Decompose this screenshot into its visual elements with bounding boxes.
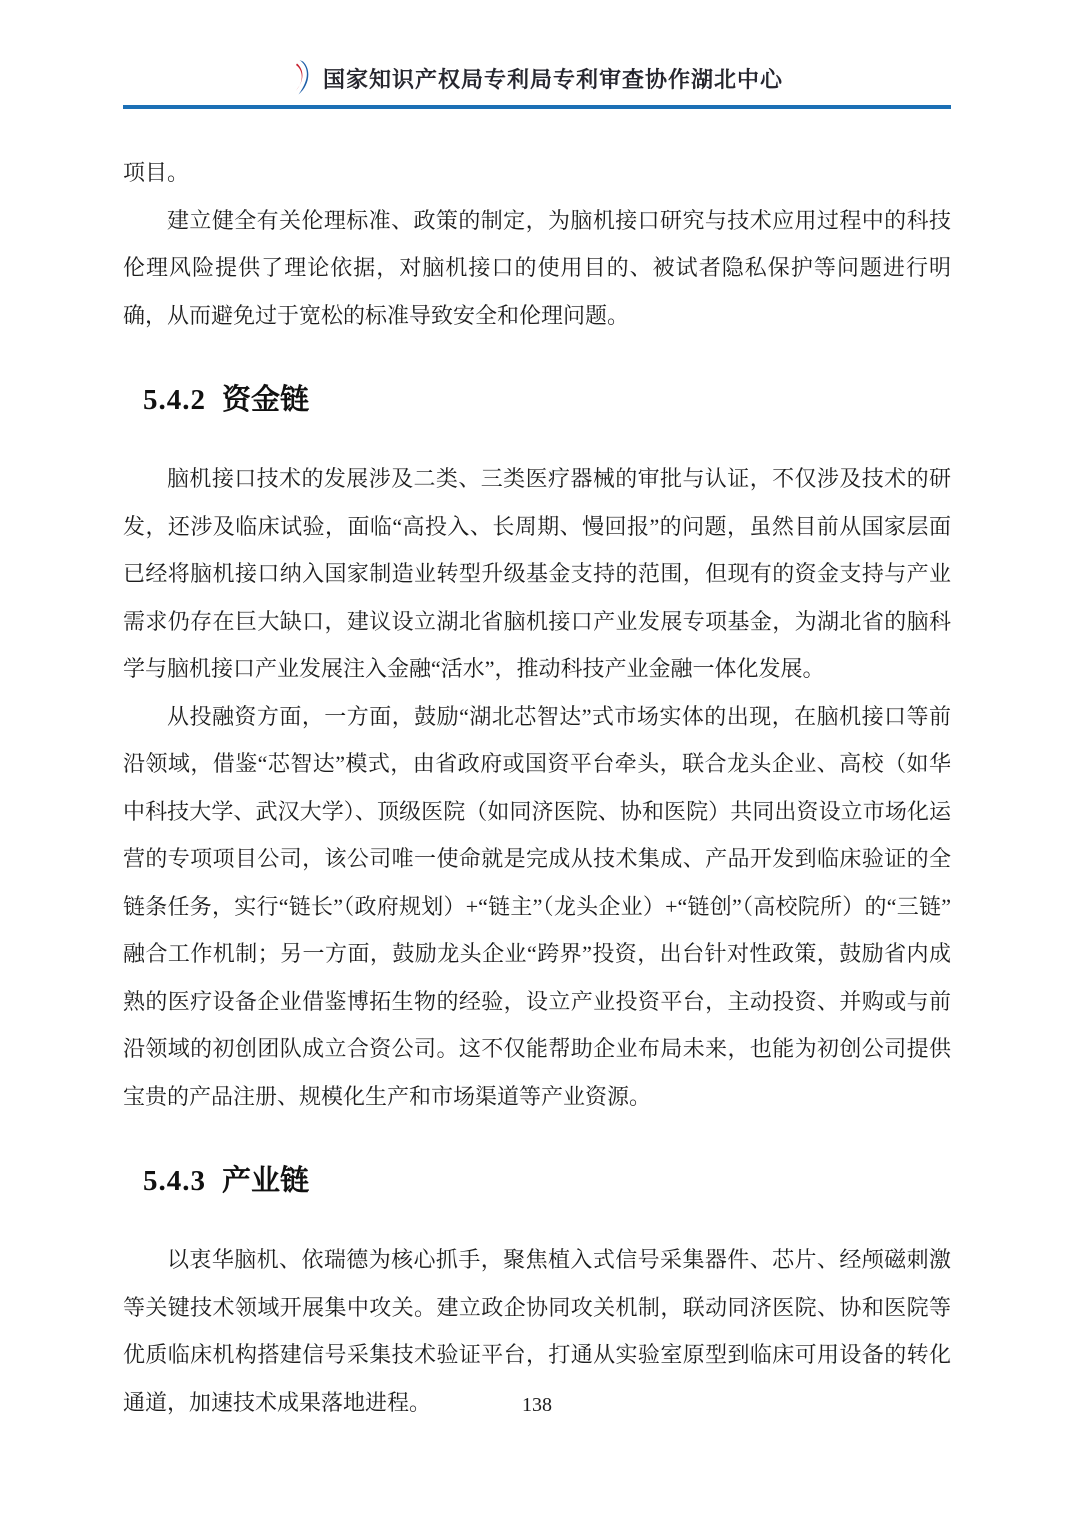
section-number: 5.4.2 xyxy=(143,384,206,416)
section-heading-5-4-3 xyxy=(143,1162,951,1200)
section-title: 产业链 xyxy=(222,1165,310,1197)
section-heading-5-4-2 xyxy=(143,381,951,419)
page-number: 138 xyxy=(522,1394,552,1416)
sipo-logo-icon xyxy=(291,60,311,96)
paragraph-intro: 建立健全有关伦理标准、政策的制定，为脑机接口研究与技术应用过程中的科技伦理风险提供了理论依据，对脑机接口的使用目的、被试者隐私保护等问题进行明确，从而避免过于宽松的标准导致安全和伦理问题。 xyxy=(123,207,951,328)
paragraph: 以衷华脑机、依瑞德为核心抓手，聚焦植入式信号采集器件、芯片、经颅磁刺激等关键技术领域开展集中攻关。建立政企协同攻关机制，联动同济医院、协和医院等优质临床机构搭建信号采集技术验证平台，打通从实验室原型到临床可用设备的转化通道，加速技术成果落地进程。 xyxy=(123,1247,951,1415)
carryover-line: 项目。 xyxy=(123,160,190,185)
header-row xyxy=(123,60,951,109)
section-number: 5.4.3 xyxy=(143,1165,206,1197)
page-header xyxy=(0,0,1074,109)
document-content xyxy=(0,109,1074,1426)
paragraph: 从投融资方面，一方面，鼓励“湖北芯智达”式市场实体的出现，在脑机接口等前沿领域，借鉴“芯智达”模式，由省政府或国资平台牵头，联合龙头企业、高校（如华中科技大学、武汉大学）、顶级医院（如同济医院、协和医院）共同出资设立市场化运营的专项项目公司，该公司唯一使命就是完成从技术集成、产品开发到临床验证的全链条任务，实行“链长”（政府规划）+“链主”（龙头企业）+“链创”（高校院所）的“三链”融合工作机制；另一方面，鼓励龙头企业“跨界”投资，出台针对性政策，鼓励省内成熟的医疗设备企业借鉴博拓生物的经验，设立产业投资平台，主动投资、并购或与前沿领域的初创团队成立合资公司。这不仅能帮助企业布局未来，也能为初创公司提供宝贵的产品注册、规模化生产和市场渠道等产业资源。 xyxy=(123,703,951,1109)
page-footer xyxy=(0,1394,1074,1417)
header-title: 国家知识产权局专利局专利审查协作湖北中心 xyxy=(322,66,783,92)
paragraph: 脑机接口技术的发展涉及二类、三类医疗器械的审批与认证，不仅涉及技术的研发，还涉及临床试验，面临“高投入、长周期、慢回报”的问题，虽然目前从国家层面已经将脑机接口纳入国家制造业转型升级基金支持的范围，但现有的资金支持与产业需求仍存在巨大缺口，建议设立湖北省脑机接口产业发展专项基金，为湖北省的脑科学与脑机接口产业发展注入金融“活水”，推动科技产业金融一体化发展。 xyxy=(123,466,951,681)
section-title: 资金链 xyxy=(222,384,310,416)
